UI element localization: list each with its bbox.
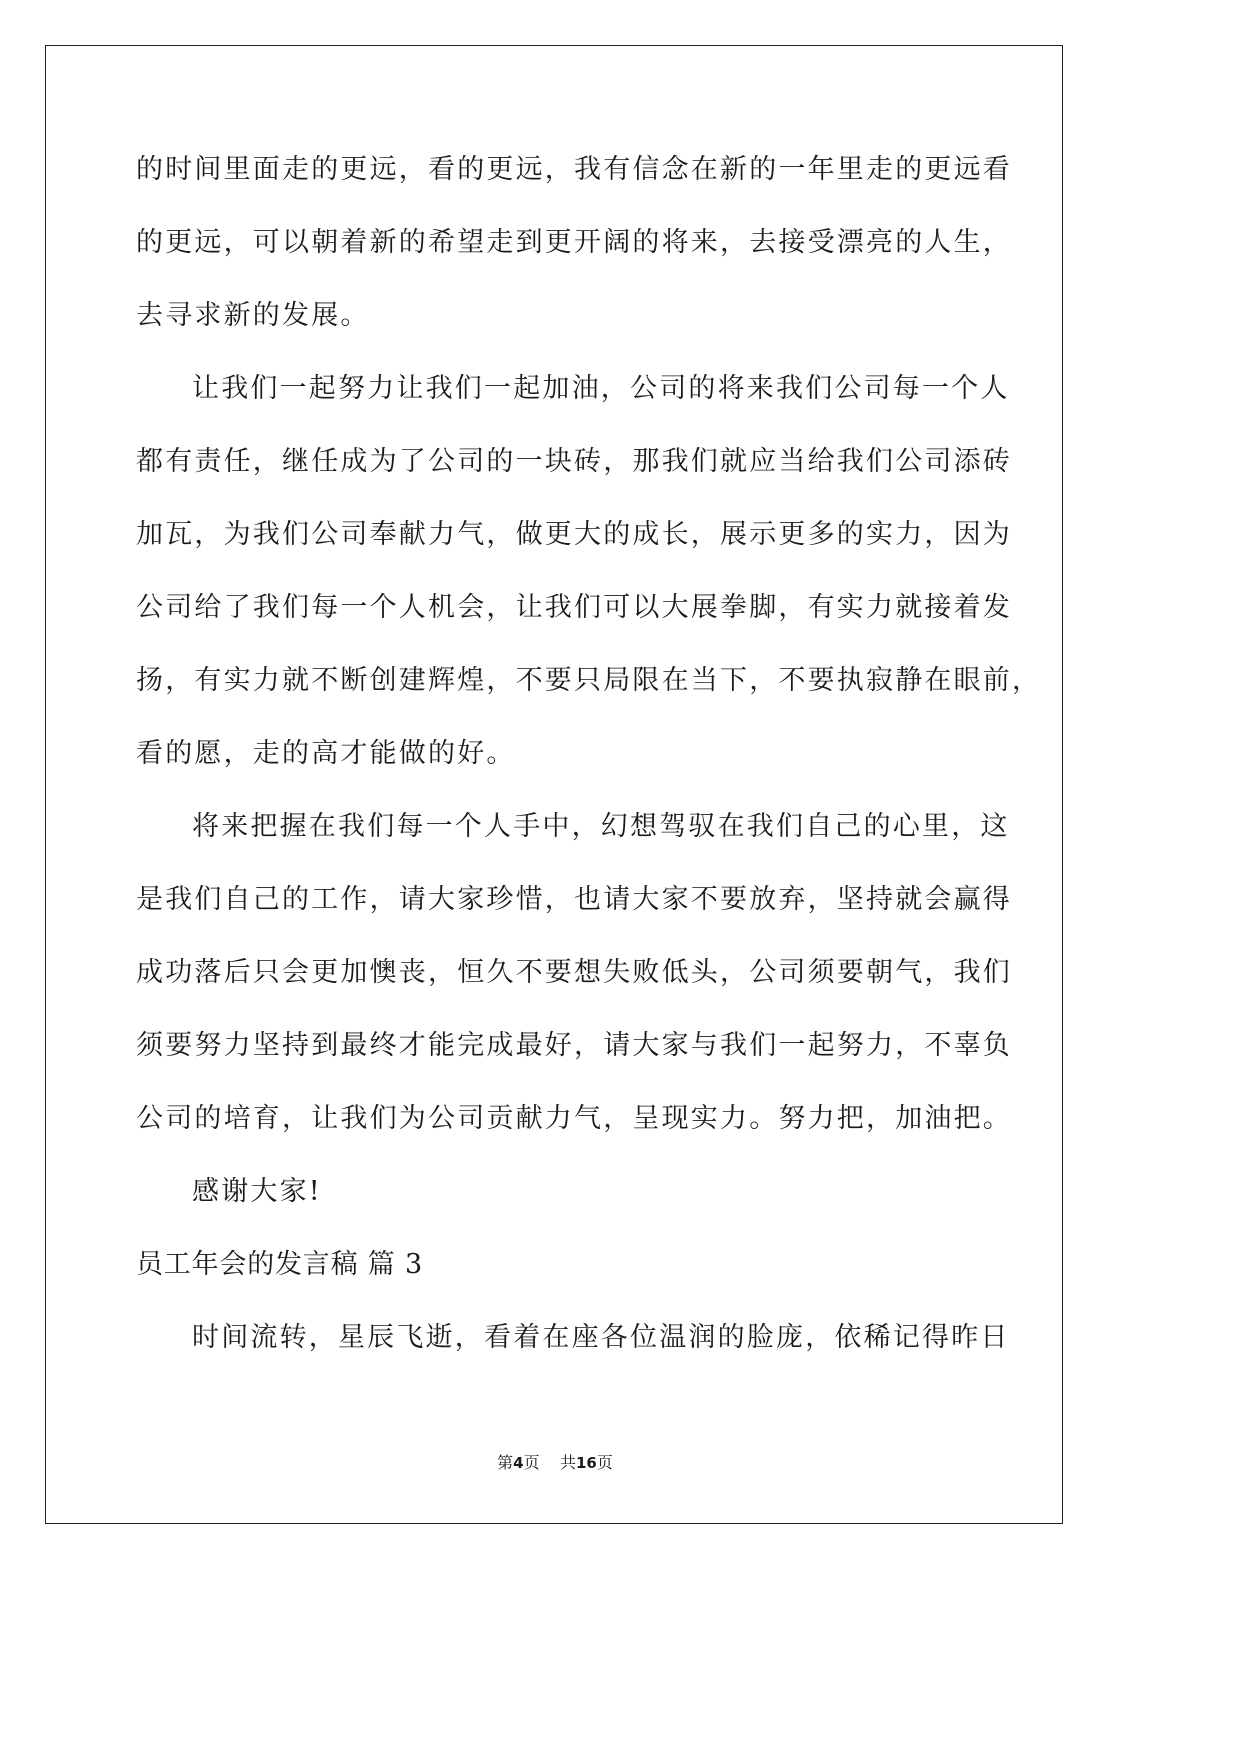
text-line: 去寻求新的发展。 (136, 300, 370, 331)
section-heading: 员工年会的发言稿 篇 3 (136, 1249, 423, 1280)
text-line: 须要努力坚持到最终才能完成最好，请大家与我们一起努力，不辜负 (136, 1030, 1012, 1061)
page-footer (0, 1453, 1110, 1473)
text-line: 时间流转，星辰飞逝，看着在座各位温润的脸庞，依稀记得昨日 (192, 1322, 1010, 1353)
text-line: 看的愿，走的高才能做的好。 (136, 738, 516, 769)
footer-page-number: 4 (513, 1454, 524, 1472)
text-line: 是我们自己的工作，请大家珍惜，也请大家不要放弃，坚持就会赢得 (136, 884, 1012, 915)
footer-total-suffix: 页 (596, 1453, 613, 1472)
text-line: 扬，有实力就不断创建辉煌，不要只局限在当下，不要执寂静在眼前， (136, 665, 1042, 696)
page-border (45, 45, 1063, 1524)
text-line: 公司的培育，让我们为公司贡献力气，呈现实力。努力把，加油把。 (136, 1103, 1012, 1134)
text-line: 让我们一起努力让我们一起加油，公司的将来我们公司每一个人 (192, 373, 1010, 404)
text-line: 都有责任，继任成为了公司的一块砖，那我们就应当给我们公司添砖 (136, 446, 1012, 477)
text-line: 成功落后只会更加懊丧，恒久不要想失败低头，公司须要朝气，我们 (136, 957, 1012, 988)
text-line: 感谢大家! (192, 1176, 322, 1207)
text-line: 公司给了我们每一个人机会，让我们可以大展拳脚，有实力就接着发 (136, 592, 1012, 623)
footer-total-pages: 16 (575, 1454, 597, 1472)
text-line: 的更远，可以朝着新的希望走到更开阔的将来，去接受漂亮的人生， (136, 227, 1012, 258)
text-line: 的时间里面走的更远，看的更远，我有信念在新的一年里走的更远看 (136, 154, 1012, 185)
footer-page-prefix: 第 (497, 1453, 514, 1472)
footer-page-suffix: 页 (523, 1453, 540, 1472)
text-line: 加瓦，为我们公司奉献力气，做更大的成长，展示更多的实力，因为 (136, 519, 1012, 550)
footer-total-prefix: 共 (559, 1453, 576, 1472)
text-line: 将来把握在我们每一个人手中，幻想驾驭在我们自己的心里，这 (192, 811, 1010, 842)
